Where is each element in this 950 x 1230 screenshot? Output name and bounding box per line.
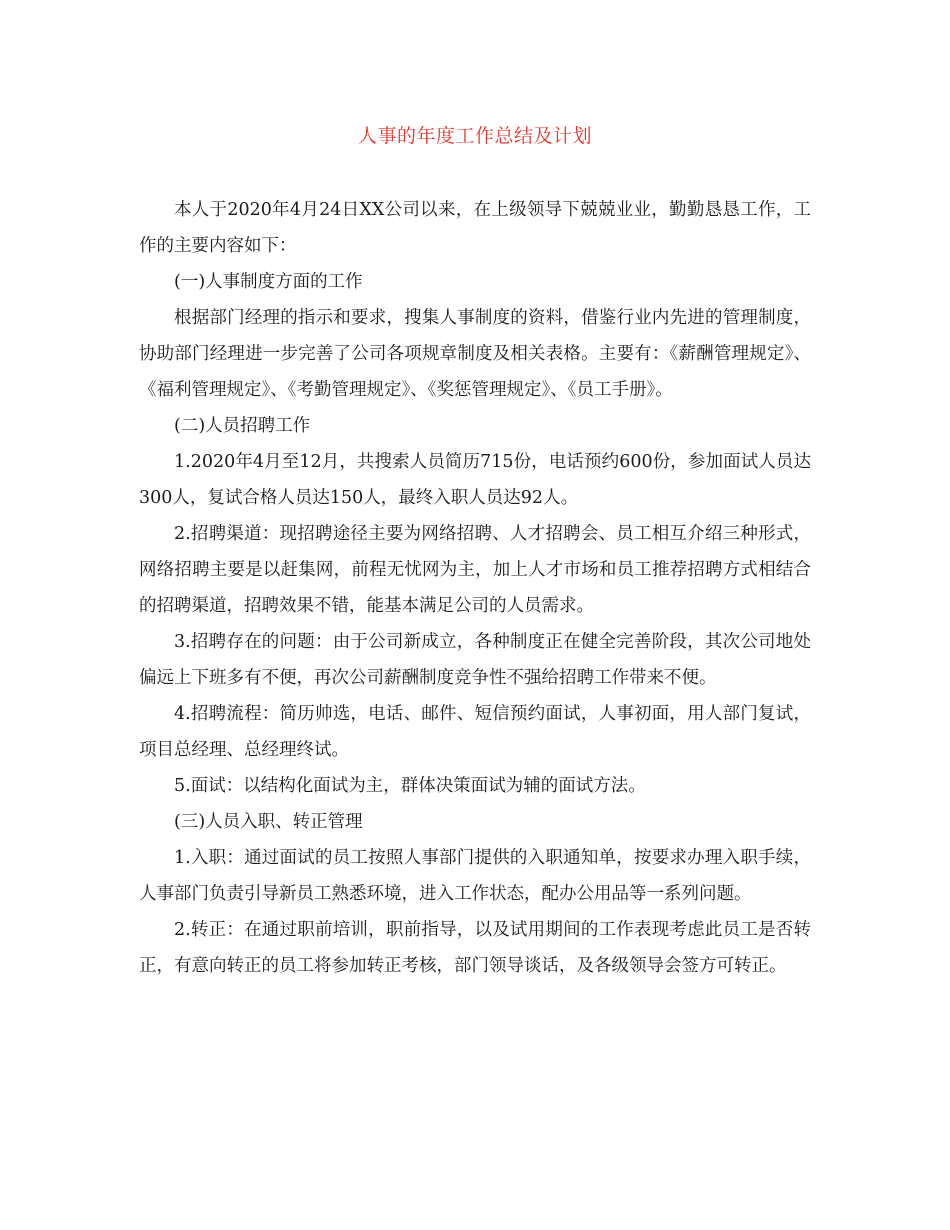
paragraph-recruitment-process: 4.招聘流程：简历帅选，电话、邮件、短信预约面试，人事初面，用人部门复试，项目总经理、总经理终试。 [139, 704, 811, 760]
section-heading-hr-system: (一)人事制度方面的工作 [174, 272, 363, 292]
document-body [139, 192, 811, 984]
document-title: 人事的年度工作总结及计划 [357, 125, 592, 147]
paragraph-recruitment-stats: 1.2020年4月至12月，共搜索人员简历715份，电话预约600份，参加面试人员达300人，复试合格人员达150人，最终入职人员达92人。 [139, 452, 811, 508]
paragraph-hr-system: 根据部门经理的指示和要求，搜集人事制度的资料，借鉴行业内先进的管理制度，协助部门经理进一步完善了公司各项规章制度及相关表格。主要有：《薪酬管理规定》、《福利管理规定》、《考勤管理规定》、《奖惩管理规定》、《员工手册》。 [139, 308, 811, 400]
paragraph-confirmation: 2.转正：在通过职前培训，职前指导，以及试用期间的工作表现考虑此员工是否转正，有意向转正的员工将参加转正考核，部门领导谈话，及各级领导会签方可转正。 [139, 920, 811, 976]
paragraph-intro: 本人于2020年4月24日XX公司以来，在上级领导下兢兢业业，勤勤恳恳工作，工作的主要内容如下： [139, 200, 811, 256]
paragraph-interview-method: 5.面试：以结构化面试为主，群体决策面试为辅的面试方法。 [174, 776, 646, 796]
section-heading-recruitment: (二)人员招聘工作 [174, 416, 311, 436]
paragraph-recruitment-channels: 2.招聘渠道：现招聘途径主要为网络招聘、人才招聘会、员工相互介绍三种形式，网络招聘主要是以赶集网，前程无忧网为主，加上人才市场和员工推荐招聘方式相结合的招聘渠道，招聘效果不错，能基本满足公司的人员需求。 [139, 524, 811, 616]
paragraph-onboarding: 1.入职：通过面试的员工按照人事部门提供的入职通知单，按要求办理入职手续，人事部门负责引导新员工熟悉环境，进入工作状态，配办公用品等一系列问题。 [139, 848, 811, 904]
paragraph-recruitment-problems: 3.招聘存在的问题：由于公司新成立，各种制度正在健全完善阶段，其次公司地处偏远上下班多有不便，再次公司薪酬制度竞争性不强给招聘工作带来不便。 [139, 632, 811, 688]
section-heading-onboarding: (三)人员入职、转正管理 [174, 812, 363, 832]
